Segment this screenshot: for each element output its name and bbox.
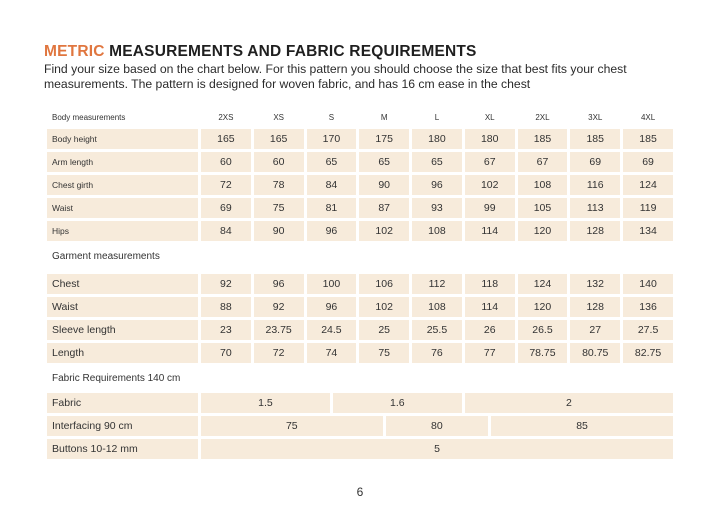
- cell: 96: [307, 221, 357, 241]
- title-rest: MEASUREMENTS AND FABRIC REQUIREMENTS: [104, 43, 477, 60]
- cell: 96: [307, 297, 357, 317]
- cell: 102: [359, 297, 409, 317]
- cell: 140: [623, 274, 673, 294]
- cell: 65: [307, 152, 357, 172]
- row-label: Chest: [47, 274, 198, 294]
- cell: 23: [201, 320, 251, 340]
- cell: 185: [518, 129, 568, 149]
- cell: 96: [412, 175, 462, 195]
- body-measurements-heading: Body measurements: [52, 112, 126, 122]
- cell: 60: [254, 152, 304, 172]
- cell: 23.75: [254, 320, 304, 340]
- cell: 25: [359, 320, 409, 340]
- cell: 134: [623, 221, 673, 241]
- cell: 88: [201, 297, 251, 317]
- cell: 69: [623, 152, 673, 172]
- body-measurements-table: [44, 105, 676, 269]
- garment-measurements-heading: Garment measurements: [52, 250, 160, 262]
- cell: 65: [359, 152, 409, 172]
- row-label: Arm length: [47, 152, 198, 172]
- cell: 76: [412, 343, 462, 363]
- row-label: Length: [47, 343, 198, 363]
- cell: 69: [201, 198, 251, 218]
- cell: 93: [412, 198, 462, 218]
- table-row: [47, 129, 673, 149]
- cell: 120: [518, 297, 568, 317]
- size-xs: XS: [273, 112, 284, 122]
- cell: 108: [412, 297, 462, 317]
- cell: 75: [359, 343, 409, 363]
- cell: 72: [254, 343, 304, 363]
- cell: 27: [570, 320, 620, 340]
- cell: 106: [359, 274, 409, 294]
- cell: 180: [412, 129, 462, 149]
- cell: 102: [359, 221, 409, 241]
- cell: 75: [254, 198, 304, 218]
- cell: 170: [307, 129, 357, 149]
- cell: 70: [201, 343, 251, 363]
- cell: 165: [254, 129, 304, 149]
- cell: 25.5: [412, 320, 462, 340]
- table-row: [47, 152, 673, 172]
- garment-measurements-table: [44, 271, 676, 391]
- size-s: S: [328, 112, 335, 122]
- cell: 92: [254, 297, 304, 317]
- cell: 87: [359, 198, 409, 218]
- cell: 72: [201, 175, 251, 195]
- cell: 78: [254, 175, 304, 195]
- cell: 99: [465, 198, 515, 218]
- cell: 77: [465, 343, 515, 363]
- table-row: [47, 297, 673, 317]
- cell: 124: [518, 274, 568, 294]
- table-row: [47, 393, 673, 413]
- cell: 113: [570, 198, 620, 218]
- row-label: Chest girth: [47, 175, 198, 195]
- cell: 114: [465, 221, 515, 241]
- cell: 112: [412, 274, 462, 294]
- fabric-xl-4xl: 2: [465, 393, 673, 413]
- interfacing-large: 85: [491, 416, 673, 436]
- size-2xs: 2XS: [218, 112, 234, 122]
- cell: 175: [359, 129, 409, 149]
- cell: 185: [570, 129, 620, 149]
- cell: 136: [623, 297, 673, 317]
- cell: 67: [518, 152, 568, 172]
- table-row: [47, 198, 673, 218]
- cell: 108: [518, 175, 568, 195]
- cell: 84: [307, 175, 357, 195]
- cell: 100: [307, 274, 357, 294]
- cell: 114: [465, 297, 515, 317]
- size-header-row: [47, 108, 673, 126]
- row-label: Hips: [47, 221, 198, 241]
- row-label: Body height: [47, 129, 198, 149]
- cell: 119: [623, 198, 673, 218]
- cell: 84: [201, 221, 251, 241]
- cell: 69: [570, 152, 620, 172]
- intro-text: Find your size based on the chart below. For this pattern you should choose the size that best fits your chest measurements. The pattern is designed for woven fabric, and has 16 cm ease in the chest: [44, 62, 627, 91]
- title-accent: METRIC: [44, 43, 105, 60]
- cell: 81: [307, 198, 357, 218]
- cell: 74: [307, 343, 357, 363]
- buttons-all-sizes: 5: [201, 439, 673, 459]
- row-label: Waist: [47, 297, 198, 317]
- cell: 185: [623, 129, 673, 149]
- table-row: [47, 439, 673, 459]
- cell: 82.75: [623, 343, 673, 363]
- cell: 116: [570, 175, 620, 195]
- cell: 165: [201, 129, 251, 149]
- cell: 26.5: [518, 320, 568, 340]
- table-row: [47, 416, 673, 436]
- size-4xl: 4XL: [640, 112, 656, 122]
- fabric-2xs-s: 1.5: [201, 393, 330, 413]
- cell: 108: [412, 221, 462, 241]
- interfacing-medium: 80: [386, 416, 489, 436]
- cell: 128: [570, 297, 620, 317]
- row-label: Sleeve length: [47, 320, 198, 340]
- cell: 26: [465, 320, 515, 340]
- cell: 60: [201, 152, 251, 172]
- table-row: [47, 221, 673, 241]
- size-3xl: 3XL: [588, 112, 603, 122]
- fabric-requirements-heading: Fabric Requirements 140 cm: [52, 372, 181, 384]
- row-label: Interfacing 90 cm: [47, 416, 198, 436]
- cell: 180: [465, 129, 515, 149]
- fabric-m-l: 1.6: [333, 393, 462, 413]
- cell: 67: [465, 152, 515, 172]
- interfacing-small: 75: [201, 416, 383, 436]
- size-l: L: [434, 112, 440, 122]
- cell: 27.5: [623, 320, 673, 340]
- cell: 118: [465, 274, 515, 294]
- section-row: [47, 244, 673, 266]
- row-label: Fabric: [47, 393, 198, 413]
- cell: 105: [518, 198, 568, 218]
- cell: 120: [518, 221, 568, 241]
- size-xl: XL: [484, 112, 495, 122]
- cell: 102: [465, 175, 515, 195]
- table-row: [47, 175, 673, 195]
- cell: 24.5: [307, 320, 357, 340]
- fabric-requirements-table: [44, 390, 676, 462]
- section-row: [47, 366, 673, 388]
- table-row: [47, 274, 673, 294]
- page-number: 6: [356, 485, 364, 499]
- table-row: [47, 343, 673, 363]
- size-2xl: 2XL: [535, 112, 550, 122]
- cell: 96: [254, 274, 304, 294]
- row-label: Buttons 10-12 mm: [47, 439, 198, 459]
- cell: 128: [570, 221, 620, 241]
- size-m: M: [380, 112, 388, 122]
- cell: 78.75: [518, 343, 568, 363]
- cell: 92: [201, 274, 251, 294]
- row-label: Waist: [47, 198, 198, 218]
- cell: 132: [570, 274, 620, 294]
- cell: 124: [623, 175, 673, 195]
- page-title: [44, 43, 477, 61]
- cell: 80.75: [570, 343, 620, 363]
- cell: 65: [412, 152, 462, 172]
- table-row: [47, 320, 673, 340]
- cell: 90: [254, 221, 304, 241]
- cell: 90: [359, 175, 409, 195]
